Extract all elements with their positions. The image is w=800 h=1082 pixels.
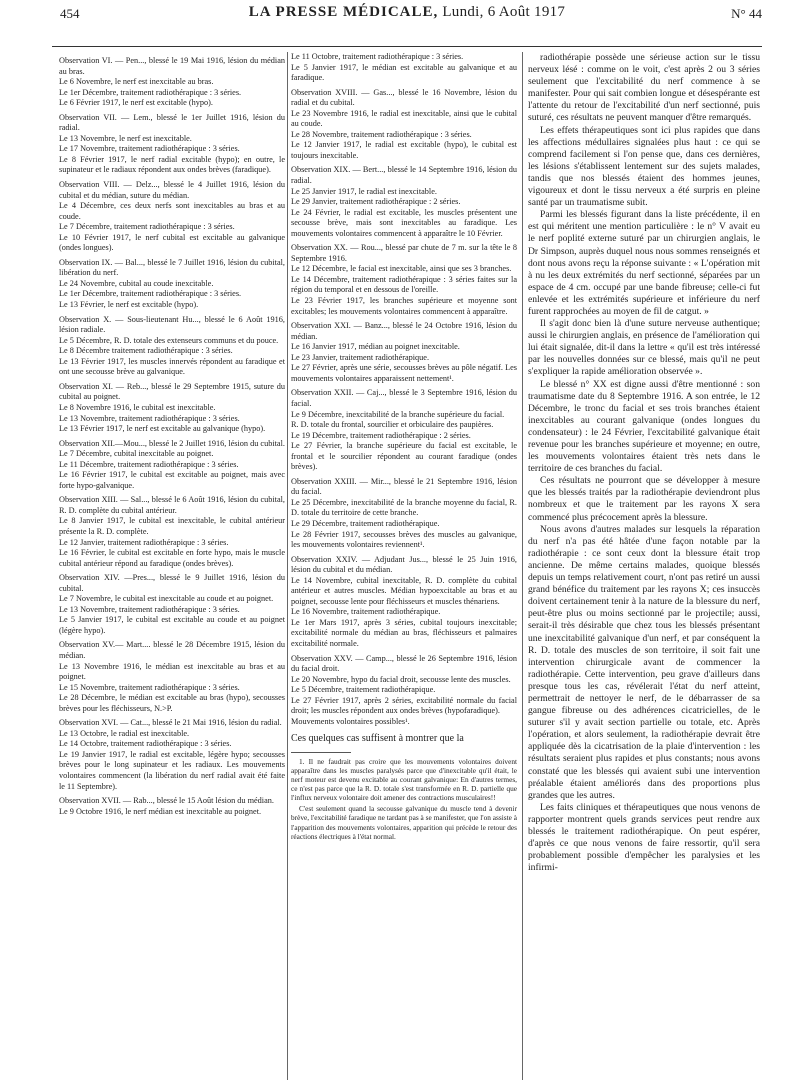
paragraph: Le 6 Février 1917, le nerf est excitable (hypo). (59, 98, 213, 108)
observation-heading: Observation XXI. — Banz..., blessé le 24 Octobre 1916, lésion du médian. (291, 321, 517, 341)
paragraph: Le 10 Février 1917, le nerf cubital est excitable au galvanique (ondes longues). (59, 232, 285, 253)
column-right (528, 52, 760, 874)
paragraph: Le 29 Décembre, traitement radiothérapique. (291, 518, 440, 528)
observation-heading: Observation XI. — Reb..., blessé le 29 Septembre 1915, suture du cubital au poignet. (59, 381, 285, 402)
paragraph: Le 29 Janvier, traitement radiothérapique : 2 séries. (291, 197, 461, 207)
observation-heading: Observation VIII. — Delz..., blessé le 4 Juillet 1916, lésion du cubital et du médian, suture du médian. (59, 180, 285, 200)
paragraph: Il s'agit donc bien là d'une suture nerveuse authentique; aussi le chirurgien anglais, en présence de l'amélioration qui lui était signalée, dit-il dans la lettre « qu'il est très intéressé par les nouvelles données sur ce blessé, mais qu'il ne peut s'expliquer la rapide amélioration observée ». (528, 318, 760, 378)
paragraph: Le 17 Novembre, traitement radiothérapique : 3 séries. (59, 144, 240, 154)
paragraph: Le 9 Octobre 1916, le nerf médian est inexcitable au poignet. (59, 806, 262, 816)
paragraph: R. D. totale du frontal, sourcilier et orbiculaire des paupières. (291, 420, 494, 430)
footnote: 1. Il ne faudrait pas croire que les mouvements volontaires doivent apparaître dans les muscles paralysés parce que d'inexcitable qu'il était, le nerf moteur est devenu excitable au courant galvanique: En d'autres termes, ce n'est pas parce que la R. D. totale s'est transformée en R. D. partielle que l'influx nerveux volontaire doit amener des contractions musculaires!! (291, 756, 517, 803)
paragraph: Le 13 Novembre, le nerf est inexcitable. (59, 133, 192, 143)
paragraph: Le 8 Janvier 1917, le cubital est inexcitable, le cubital antérieur présente la R. D. complète. (59, 516, 285, 536)
paragraph: Le 5 Décembre, traitement radiothérapique. (291, 685, 436, 695)
issue-date: Lundi, 6 Août 1917 (442, 4, 566, 20)
paragraph: Le 16 Novembre, traitement radiothérapique. (291, 607, 441, 617)
column-divider-1 (287, 52, 288, 1080)
observation-heading: Observation XXIV. — Adjudant Jus..., blessé le 25 Juin 1916, lésion du cubital et du médian. (291, 554, 517, 575)
paragraph: Le 13 Février 1917, les muscles innervés répondent au faradique et ont une secousse brève au galvanique. (59, 356, 285, 377)
observation-heading: Observation XIII. — Sal..., blessé le 6 Août 1916, lésion du cubital, R. D. complète du cubital antérieur. (59, 495, 285, 515)
paragraph: Le 1er Décembre, traitement radiothérapique : 3 séries. (59, 289, 242, 299)
paragraph: Le 25 Janvier 1917, le radial est inexcitable. (291, 186, 437, 196)
paragraph: Le 27 Février 1917, après 2 séries, excitabilité normale du facial droit; les muscles répondent aux ondes brèves (hypofaradique). (291, 695, 517, 716)
paragraph: Le 27 Février, la branche supérieure du facial est excitable, le frontal et le sourcilier répondent au courant faradique (ondes brèves). (291, 441, 517, 472)
observation-heading: Observation X. — Sous-lieutenant Hu..., blessé le 6 Août 1916, lésion radiale. (59, 314, 285, 335)
paragraph: Le 13 Novembre 1916, le médian est inexcitable au bras et au poignet. (59, 661, 285, 682)
paragraph: Le 19 Janvier 1917, le radial est excitable, légère hypo; secousses brèves pour le long supinateur et les radiaux. Les mouvements volontaires commencent (la libération du nerf radial avait été faite le 11 Septembre). (59, 749, 285, 791)
paragraph: Le 13 Novembre, traitement radiothérapique : 3 séries. (59, 604, 240, 614)
observation-heading: Observation XXV. — Camp..., blessé le 26 Septembre 1916, lésion du facial droit. (291, 653, 517, 674)
paragraph: Ces résultats ne pourront que se développer à mesure que les blessés traités par la radiothérapie deviendront plus nombreux et que le traitement par les rayons X sera commencé plus précocement après la blessure. (528, 475, 760, 523)
paragraph: Le 1er Décembre, traitement radiothérapique : 3 séries. (59, 87, 242, 97)
paragraph: Le 5 Janvier 1917, le cubital est excitable au coude et au poignet (légère hypo). (59, 615, 285, 635)
observation-heading: Observation XV.— Mart.... blessé le 28 Décembre 1915, lésion du médian. (59, 640, 285, 660)
paragraph: Parmi les blessés figurant dans la liste précédente, il en est qui méritent une mention particulière : le n° V avait eu le nerf poplité externe suturé par un chirurgien anglais, le Dr Simpson, auprès duquel nous nous sommes renseignés et dont nous avons reçu la réponse suivante : « L'opération mit à nu les deux extrémités du nerf sectionné, séparées par un espace de 4 cm. occupé par une bande fibreuse; celle-ci fut enlevée et les extrémités supérieure et inférieure du nerf furent rapprochées au moyen de fil de catgut. » (528, 209, 760, 317)
paragraph: Le 28 Février 1917, secousses brèves des muscles au galvanique, les mouvements volontaires reviennent¹. (291, 529, 517, 550)
paragraph: Le 7 Décembre, traitement radiothérapique : 3 séries. (59, 222, 235, 232)
paragraph: Le 12 Décembre, le facial est inexcitable, ainsi que ses 3 branches. (291, 264, 512, 274)
paragraph: Le 24 Novembre, cubital au coude inexcitable. (59, 278, 214, 288)
paragraph: Le 14 Décembre, traitement radiothérapique : 3 séries faites sur la région du temporal et en dessous de l'oreille. (291, 274, 517, 295)
paragraph: Les effets thérapeutiques sont ici plus rapides que dans les affections médullaires signalées plus haut : ce qui se comprend facilement si l'on pense que, dans ces dernières, les lésions s'établissent lentement sur des sujets malades, tandis que nos blessés étaient des hommes jeunes, vigoureux et dont le tissu nerveux a été surpris en pleine santé par un traumatisme subit. (528, 124, 760, 209)
observation-heading: Observation XVII. — Rab..., blessé le 15 Août lésion du médian. (59, 796, 274, 806)
paragraph: Le 14 Octobre, traitement radiothérapique : 3 séries. (59, 739, 232, 749)
observation-heading: Observation XVIII. — Gas..., blessé le 16 Novembre, lésion du radial et du cubital. (291, 87, 517, 108)
observation-heading: Observation VII. — Lem., blessé le 1er Juillet 1916, lésion du radial. (59, 112, 285, 133)
journal-title: LA PRESSE MÉDICALE, (248, 4, 439, 20)
observation-heading: Observation XIX. — Bert..., blessé le 14 Septembre 1916, lésion du radial. (291, 165, 517, 186)
paragraph: Le blessé n° XX est digne aussi d'être mentionné : son traumatisme date du 8 Septembre 1916. A son entrée, le 12 Décembre, le tronc du facial et ses trois branches étaient inexcitables au courant galvanique (ondes longues du condensateur) : le 24 Février, l'excitabilité galvanique était revenue pour les branches supérieure et moyenne; en outre, les mouvements volontaires étaient très nets dans le territoire de ces branches du facial. (528, 378, 760, 475)
paragraph: Le 6 Novembre, le nerf est inexcitable au bras. (59, 77, 214, 87)
paragraph: Le 20 Novembre, hypo du facial droit, secousse lente des muscles. (291, 674, 511, 684)
paragraph: Le 4 Décembre, ces deux nerfs sont inexcitables au bras et au coude. (59, 201, 285, 221)
paragraph: Le 8 Décembre traitement radiothérapique : 3 séries. (59, 346, 233, 356)
page-header (52, 2, 762, 24)
paragraph: Le 14 Novembre, cubital inexcitable, R. D. complète du cubital antérieur et autres muscles. Médian hypoexcitable au bras et au poignet, secousse lente pour fléchisseurs et muscles thénariens. (291, 575, 517, 606)
paragraph: Le 13 Octobre, le radial est inexcitable. (59, 728, 190, 738)
paragraph: Le 16 Janvier 1917, médian au poignet inexcitable. (291, 342, 460, 352)
paragraph: Le 13 Février, le nerf est excitable (hypo). (59, 300, 199, 310)
paragraph: Le 1er Mars 1917, après 3 séries, cubital toujours inexcitable; excitabilité normale du médian au bras, fléchisseurs et palmaires excitabilité normale. (291, 617, 517, 648)
observation-heading: Observation XII.—Mou..., blessé le 2 Juillet 1916, lésion du cubital. (59, 438, 285, 448)
observation-heading: Observation XIV. —Pres..., blessé le 9 Juillet 1916, lésion du cubital. (59, 573, 285, 593)
column-divider-2 (522, 52, 523, 1080)
observation-heading: Observation XXIII. — Mir..., blessé le 21 Septembre 1916, lésion du facial. (291, 476, 517, 497)
paragraph: Le 28 Novembre, traitement radiothérapique : 3 séries. (291, 129, 472, 139)
issue-number: N° 44 (731, 6, 762, 21)
column-middle (291, 52, 517, 841)
paragraph: radiothérapie possède une sérieuse action sur le tissu nerveux lésé : comme on le voit, c'est après 2 ou 3 séries seulement que l'excitabilité du nerf commence à se manifester. Pour qui sait combien longue et désespérante est l'attente du retour de l'excitabilité d'un nerf sectionné, puis suturé, ces résultats ne peuvent manquer d'être remarqués. (528, 52, 760, 124)
paragraph: Le 7 Décembre, cubital inexcitable au poignet. (59, 449, 214, 459)
paragraph: Le 13 Février 1917, le nerf est excitable au galvanique (hypo). (59, 424, 266, 434)
observation-heading: Observation IX. — Bal..., blessé le 7 Juillet 1916, lésion du cubital, libération du nerf. (59, 257, 285, 278)
conclusion-start: Ces quelques cas suffisent à montrer que la (291, 733, 464, 745)
paragraph: Le 5 Janvier 1917, le médian est excitable au galvanique et au faradique. (291, 62, 517, 83)
header-rule (52, 46, 762, 47)
paragraph: Le 23 Janvier, traitement radiothérapique. (291, 352, 430, 362)
paragraph: Le 25 Décembre, inexcitabilité de la branche moyenne du facial, R. D. totale du territoire de cette branche. (291, 497, 517, 518)
paragraph: Le 23 Février 1917, les branches supérieure et moyenne sont excitables; les mouvements volontaires commencent à apparaître. (291, 296, 517, 316)
paragraph: Le 12 Janvier 1917, le radial est excitable (hypo), le cubital est toujours inexcitable. (291, 140, 517, 160)
paragraph: Le 8 Novembre 1916, le cubital est inexcitable. (59, 402, 216, 412)
page-number: 454 (60, 6, 80, 21)
column-left (59, 52, 285, 817)
paragraph: Le 9 Décembre, inexcitabilité de la branche supérieure du facial. (291, 409, 505, 419)
paragraph: Le 16 Février 1917, le cubital est excitable au poignet, mais avec forte hypo-galvanique. (59, 470, 285, 490)
observation-heading: Observation VI. — Pen..., blessé le 19 Mai 1916, lésion du médian au bras. (59, 56, 285, 76)
observation-heading: Observation XVI. — Cat..., blessé le 21 Mai 1916, lésion du radial. (59, 718, 282, 728)
paragraph: Le 16 Février, le cubital est excitable en forte hypo, mais le muscle cubital antérieur répond au faradique (ondes brèves). (59, 548, 285, 568)
paragraph: Le 11 Octobre, traitement radiothérapique : 3 séries. (291, 52, 464, 61)
paragraph: Le 28 Décembre, le médian est excitable au bras (hypo), secousses brèves pour les fléchisseurs, N.>P. (59, 693, 285, 713)
paragraph: Le 27 Février, après une série, secousses brèves au pôle négatif. Les mouvements volontaires apparaissent nettement¹. (291, 363, 517, 383)
journal-title-line (52, 4, 762, 21)
paragraph: Nous avons d'autres malades sur lesquels la réparation du nerf n'a pas été hâtée d'une façon notable par la radiothérapie : ce sont ceux dont la blessure était trop ancienne. De même certains malades, quoique blessés depuis un temps relativement court, n'ont pas retiré un aussi grand bénéfice du traitement par les rayons X; ces insuccès doivent certainement tenir à la nature de la blessure du nerf, peut-être plus ou moins sectionné par le projectile; aussi, serait-il très désirable que chez tous les blessés présentant une inexcitabilité galvanique d'un nerf, et par conséquent la R. D. totale des muscles de son territoire, il soit fait une intervention chirurgicale avant de commencer la radiothérapie. Cette intervention, peu grave d'ailleurs dans presque tous les cas, révélerait l'état du nerf atteint, permettrait de nettoyer le nerf, de le débarrasser de sa gangue fibreuse ou des adhérences cicatricielles, de le suturer s'il y avait section partielle ou totale, etc. Après l'opération, et alors seulement, la radiothérapie devrait être appliquée dès la cicatrisation de la plaie d'intervention : les résultats seraient plus rapides et plus constants; nous avons constaté que les blessés qui avaient subi une intervention préalable étaient améliorés dans des proportions plus grandes que les autres. (528, 523, 760, 801)
footnote-rule (291, 752, 351, 753)
observation-heading: Observation XX. — Rou..., blessé par chute de 7 m. sur la tête le 8 Septembre 1916. (291, 243, 517, 263)
footnote: C'est seulement quand la secousse galvanique du muscle tend à devenir brève, l'excitabilité faradique ne tardant pas à se manifester, que l'on assiste à l'apparition des mouvements volontaires, apparition qui précède le retour des réactions électriques à l'état normal. (291, 804, 517, 841)
paragraph: Le 8 Février 1917, le nerf radial excitable (hypo); en outre, le supinateur et le radiaux répondent aux ondes brèves (faradique). (59, 154, 285, 175)
paragraph: Le 13 Novembre, traitement radiothérapique : 3 séries. (59, 413, 240, 423)
paragraph: Le 5 Décembre, R. D. totale des extenseurs communs et du pouce. (59, 335, 279, 345)
observation-heading: Observation XXII. — Caj..., blessé le 3 Septembre 1916, lésion du facial. (291, 388, 517, 408)
paragraph: Mouvements volontaires possibles¹. (291, 716, 410, 726)
paragraph: Le 23 Novembre 1916, le radial est inexcitable, ainsi que le cubital au coude. (291, 108, 517, 129)
paragraph: Le 24 Février, le radial est excitable, les muscles présentent une secousse brève, mais sont inexcitables au faradique. Les mouvements volontaires commencent à apparaître le 10 Février. (291, 207, 517, 238)
paragraph: Le 15 Novembre, traitement radiothérapique : 3 séries. (59, 682, 240, 692)
paragraph: Les faits cliniques et thérapeutiques que nous venons de rapporter montrent quels grands services peut rendre aux blessés le traitement radiothérapique. On peut espérer, d'après ce que nous venons de faire ressortir, qu'il sera probablement possible d'empêcher les paralysies et les infirmi- (528, 801, 760, 874)
paragraph: Le 12 Janvier, traitement radiothérapique : 3 séries. (59, 537, 229, 547)
paragraph: Le 11 Décembre, traitement radiothérapique : 3 séries. (59, 459, 239, 469)
paragraph: Le 19 Décembre, traitement radiothérapique : 2 séries. (291, 430, 471, 440)
paragraph: Le 7 Novembre, le cubital est inexcitable au coude et au poignet. (59, 594, 274, 604)
